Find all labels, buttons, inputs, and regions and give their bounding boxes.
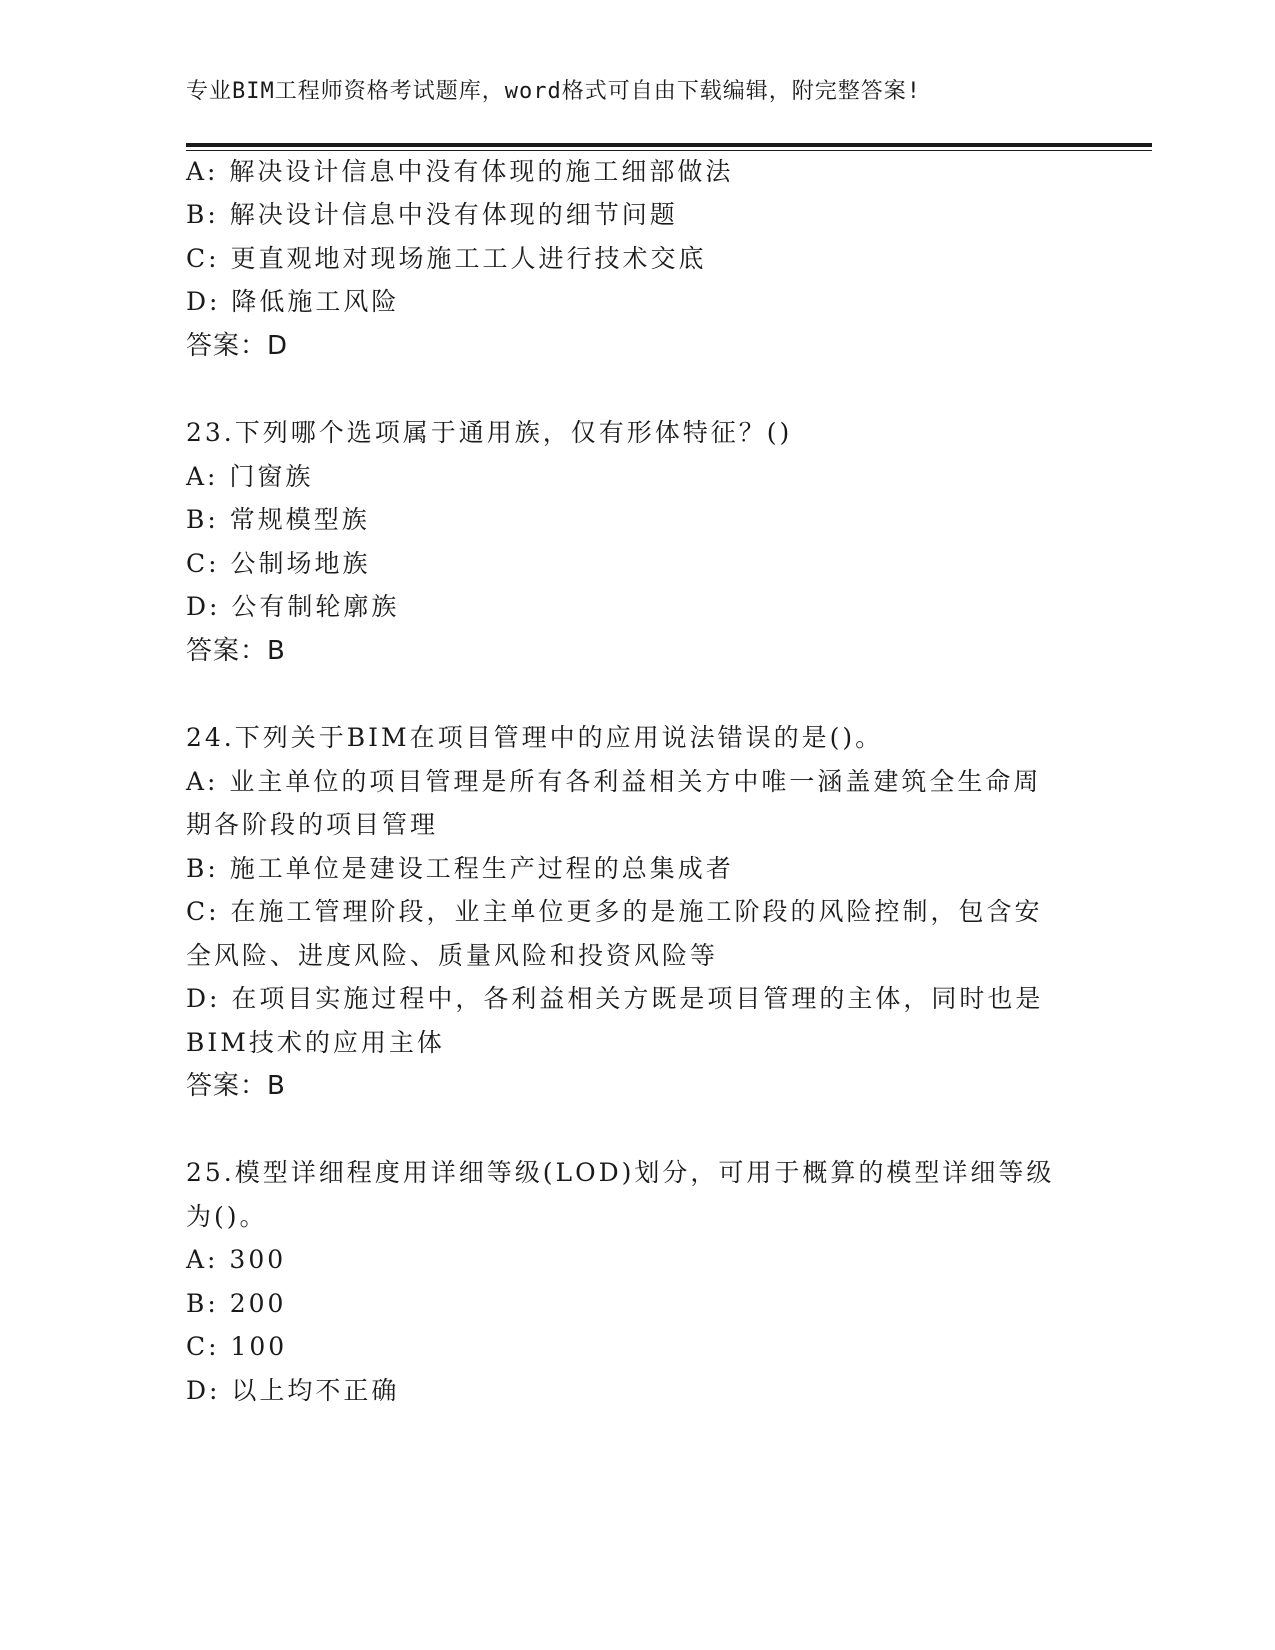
q24-option-b: B: 施工单位是建设工程生产过程的总集成者 xyxy=(186,854,734,883)
q24-option-d-line2: BIM技术的应用主体 xyxy=(186,1028,445,1057)
q24-stem: 24.下列关于BIM在项目管理中的应用说法错误的是()。 xyxy=(186,723,884,752)
q23-answer: 答案：B xyxy=(186,636,286,666)
q25-stem-line2: 为()。 xyxy=(186,1202,268,1231)
q24-option-a-line1: A: 业主单位的项目管理是所有各利益相关方中唯一涵盖建筑全生命周 xyxy=(186,767,1042,796)
q23-option-d: D: 公有制轮廓族 xyxy=(186,592,400,621)
prev-option-c: C: 更直观地对现场施工工人进行技术交底 xyxy=(186,244,707,273)
prev-option-d: D: 降低施工风险 xyxy=(186,287,400,316)
q23-stem: 23.下列哪个选项属于通用族，仅有形体特征？() xyxy=(186,418,793,447)
q25-option-a: A: 300 xyxy=(186,1245,287,1274)
prev-option-a: A: 解决设计信息中没有体现的施工细部做法 xyxy=(186,157,734,186)
q23-option-b: B: 常规模型族 xyxy=(186,505,370,534)
page-header: 专业BIM工程师资格考试题库，word格式可自由下载编辑，附完整答案! xyxy=(186,79,921,104)
q24-option-d-line1: D: 在项目实施过程中，各利益相关方既是项目管理的主体，同时也是 xyxy=(186,984,1044,1013)
q24-option-a-line2: 期各阶段的项目管理 xyxy=(186,810,439,839)
q24-answer: 答案：B xyxy=(186,1071,286,1101)
q25-option-d: D: 以上均不正确 xyxy=(186,1376,400,1405)
q24-option-c-line1: C: 在施工管理阶段，业主单位更多的是施工阶段的风险控制，包含安 xyxy=(186,897,1043,926)
header-rule-thick xyxy=(186,143,1152,147)
q24-option-c-line2: 全风险、进度风险、质量风险和投资风险等 xyxy=(186,941,719,970)
q23-option-c: C: 公制场地族 xyxy=(186,549,371,578)
q23-option-a: A: 门窗族 xyxy=(186,462,314,491)
header-rule-thin xyxy=(186,150,1152,151)
prev-option-b: B: 解决设计信息中没有体现的细节问题 xyxy=(186,200,678,229)
q25-stem-line1: 25.模型详细程度用详细等级(LOD)划分，可用于概算的模型详细等级 xyxy=(186,1158,1055,1187)
prev-answer: 答案：D xyxy=(186,331,289,361)
q25-option-b: B: 200 xyxy=(186,1289,287,1318)
q25-option-c: C: 100 xyxy=(186,1332,288,1361)
